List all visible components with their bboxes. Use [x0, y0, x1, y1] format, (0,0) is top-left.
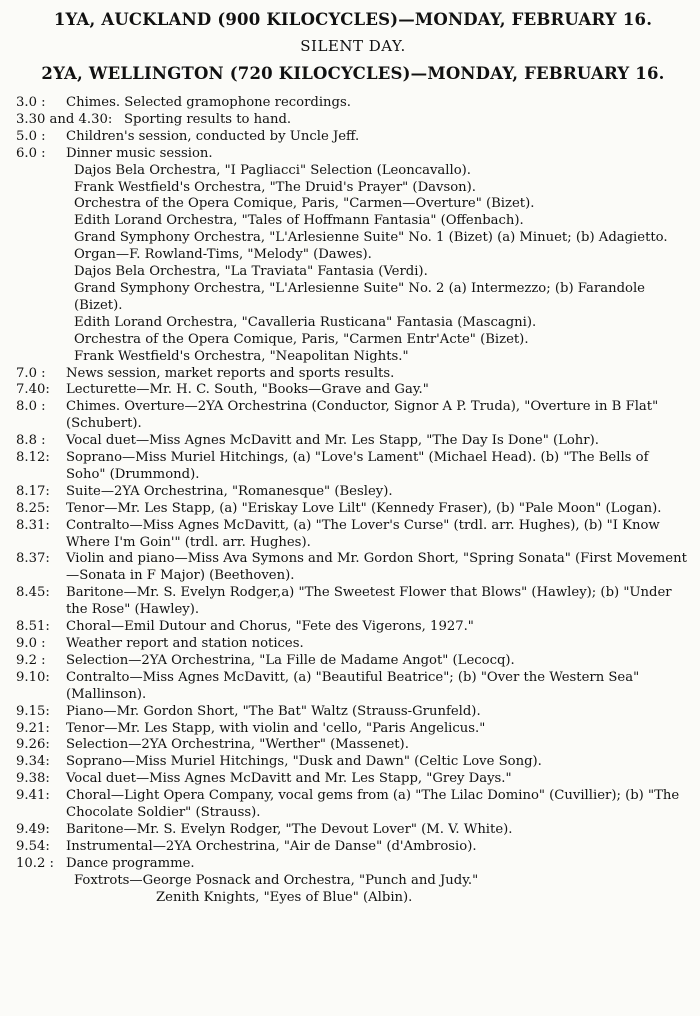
program-entry: [16, 95, 690, 112]
silent-day-note: SILENT DAY.: [300, 37, 406, 55]
entry-time: 9.2 :: [16, 652, 46, 668]
program-entry: [16, 112, 690, 129]
dinner-music-list: [16, 163, 690, 366]
entry-text: Contralto—Miss Agnes McDavitt, (a) "Beautiful Beatrice"; (b) "Over the Western Sea" (Mallinson).: [66, 669, 640, 702]
entry-time: 8.37:: [16, 551, 50, 567]
entry-time: 6.0 :: [16, 145, 46, 161]
program-entry: [16, 653, 690, 670]
entry-text: Contralto—Miss Agnes McDavitt, (a) "The Lover's Curse" (trdl. arr. Hughes), (b) "I Know Where I'm Goin'" (trdl. arr. Hughes).: [66, 517, 660, 550]
program-entry: [16, 670, 690, 704]
entry-text: Chimes. Overture—2YA Orchestrina (Conductor, Signor A P. Truda), "Overture in B Flat" (Schubert).: [66, 399, 659, 432]
list-item: Orchestra of the Opera Comique, Paris, "Carmen—Overture" (Bizet).: [74, 196, 535, 212]
entry-text: Dance programme.: [66, 855, 195, 871]
entry-time: 8.45:: [16, 585, 50, 601]
entry-text: Selection—2YA Orchestrina, "La Fille de Madame Angot" (Lecocq).: [66, 652, 515, 668]
entry-time: 9.26:: [16, 737, 50, 753]
entry-text: Children's session, conducted by Uncle Jeff.: [66, 128, 360, 144]
evening-program: [16, 366, 690, 873]
entry-text: Soprano—Miss Muriel Hitchings, (a) "Love's Lament" (Michael Head). (b) "The Bells of Soho" (Drummond).: [66, 450, 649, 482]
entry-time: 7.40:: [16, 382, 50, 398]
list-item: Frank Westfield's Orchestra, "The Druid's Prayer" (Davson).: [74, 179, 476, 195]
program-entry: [16, 484, 690, 501]
entry-text: Suite—2YA Orchestrina, "Romanesque" (Besley).: [66, 483, 393, 499]
entry-time: 8.25:: [16, 500, 50, 516]
entry-time: 8.0 :: [16, 399, 46, 415]
entry-time: 9.15:: [16, 703, 50, 719]
list-item: Organ—F. Rowland-Tims, "Melody" (Dawes).: [74, 247, 372, 263]
entry-time: 3.30 and 4.30:: [16, 111, 113, 127]
entry-time: 8.17:: [16, 483, 50, 499]
program-entry: [16, 433, 690, 450]
entry-text: Baritone—Mr. S. Evelyn Rodger, "The Devout Lover" (M. V. White).: [66, 821, 513, 837]
entry-text: Instrumental—2YA Orchestrina, "Air de Danse" (d'Ambrosio).: [66, 838, 477, 854]
program-entry: [16, 399, 690, 433]
entry-time: 8.12:: [16, 450, 50, 466]
entry-time: 9.0 :: [16, 636, 46, 651]
station-2ya-heading: 2YA, WELLINGTON (720 KILOCYCLES)—MONDAY, FEBRUARY 16.: [41, 64, 665, 83]
program-entry: [16, 366, 690, 383]
program-entry: [16, 450, 690, 484]
program-entry: [16, 585, 690, 619]
program-entry: [16, 822, 690, 839]
entry-text: Violin and piano—Miss Ava Symons and Mr. Gordon Short, "Spring Sonata" (First Movement—Sonata in F Major) (Beethoven).: [66, 551, 687, 584]
entry-text: Piano—Mr. Gordon Short, "The Bat" Waltz (Strauss-Grunfeld).: [66, 703, 481, 719]
list-item: Dajos Bela Orchestra, "I Pagliacci" Selection (Leoncavallo).: [74, 162, 472, 178]
list-item: Orchestra of the Opera Comique, Paris, "Carmen Entr'Acte" (Bizet).: [74, 331, 529, 347]
program-entry: [16, 382, 690, 399]
list-item: Foxtrots—George Posnack and Orchestra, "Punch and Judy.": [74, 872, 479, 888]
entry-text: Chimes. Selected gramophone recordings.: [66, 95, 351, 110]
entry-text: Lecturette—Mr. H. C. South, "Books—Grave and Gay.": [66, 382, 429, 398]
entry-text: Vocal duet—Miss Agnes McDavitt and Mr. Les Stapp, "Grey Days.": [66, 771, 512, 787]
entry-time: 9.49:: [16, 821, 50, 837]
program-entry: [16, 129, 690, 146]
entry-time: 9.54:: [16, 838, 50, 854]
entry-time: 9.38:: [16, 771, 50, 787]
program-entry: [16, 737, 690, 754]
entry-time: 9.10:: [16, 669, 50, 685]
program-entry: [16, 636, 690, 653]
program-entry: [16, 788, 690, 822]
list-item: Edith Lorand Orchestra, "Tales of Hoffmann Fantasia" (Offenbach).: [74, 213, 524, 229]
entry-text: Vocal duet—Miss Agnes McDavitt and Mr. Les Stapp, "The Day Is Done" (Lohr).: [66, 433, 599, 449]
program-entry: [16, 721, 690, 738]
list-item: Grand Symphony Orchestra, "L'Arlesienne Suite" No. 2 (a) Intermezzo; (b) Farandole (Bizet).: [74, 280, 645, 313]
program-listing: [16, 95, 690, 907]
program-entry: [16, 754, 690, 771]
program-entry: [16, 704, 690, 721]
entry-time: 10.2 :: [16, 855, 54, 871]
program-entry: [16, 619, 690, 636]
entry-time: 5.0 :: [16, 128, 46, 144]
list-item: Frank Westfield's Orchestra, "Neapolitan Nights.": [74, 348, 409, 364]
entry-time: 8.8 :: [16, 433, 46, 449]
program-entry: [16, 146, 690, 163]
list-item: Zenith Knights, "Eyes of Blue" (Albin).: [156, 889, 413, 905]
entry-text: Selection—2YA Orchestrina, "Werther" (Massenet).: [66, 737, 409, 753]
program-entry: [16, 839, 690, 856]
entry-text: Baritone—Mr. S. Evelyn Rodger,a) "The Sweetest Flower that Blows" (Hawley); (b) "Under the Rose" (Hawley).: [66, 585, 672, 618]
list-item: Dajos Bela Orchestra, "La Traviata" Fantasia (Verdi).: [74, 264, 428, 280]
entry-text: News session, market reports and sports results.: [66, 365, 395, 381]
list-item: Grand Symphony Orchestra, "L'Arlesienne Suite" No. 1 (Bizet) (a) Minuet; (b) Adagietto.: [74, 230, 668, 246]
entry-text: Soprano—Miss Muriel Hitchings, "Dusk and Dawn" (Celtic Love Song).: [66, 754, 542, 770]
program-entry: [16, 856, 690, 873]
dance-programme-list: [16, 873, 690, 907]
entry-time: 9.34:: [16, 754, 50, 770]
list-item: Edith Lorand Orchestra, "Cavalleria Rusticana" Fantasia (Mascagni).: [74, 314, 537, 330]
entry-time: 7.0 :: [16, 365, 46, 381]
entry-text: Choral—Emil Dutour and Chorus, "Fete des Vigerons, 1927.": [66, 619, 474, 635]
entry-text: Dinner music session.: [66, 145, 213, 161]
entry-time: 9.41:: [16, 788, 50, 804]
entry-text: Tenor—Mr. Les Stapp, with violin and 'cello, "Paris Angelicus.": [66, 720, 486, 736]
program-entry: [16, 518, 690, 552]
program-entry: [16, 501, 690, 518]
entry-time: 8.51:: [16, 619, 50, 635]
entry-text: Choral—Light Opera Company, vocal gems from (a) "The Lilac Domino" (Cuvillier); (b) "The Chocolate Soldier" (Strauss).: [66, 788, 680, 821]
program-entry: [16, 771, 690, 788]
entry-text: Tenor—Mr. Les Stapp, (a) "Eriskay Love Lilt" (Kennedy Fraser), (b) "Pale Moon" (Logan).: [66, 500, 662, 516]
station-1ya-heading: 1YA, AUCKLAND (900 KILOCYCLES)—MONDAY, FEBRUARY 16.: [53, 10, 653, 29]
entry-time: 8.31:: [16, 517, 50, 533]
program-entry: [16, 551, 690, 585]
entry-text: Sporting results to hand.: [124, 111, 292, 127]
entry-text: Weather report and station notices.: [66, 636, 304, 651]
entry-time: 9.21:: [16, 720, 50, 736]
entry-time: 3.0 :: [16, 95, 46, 110]
